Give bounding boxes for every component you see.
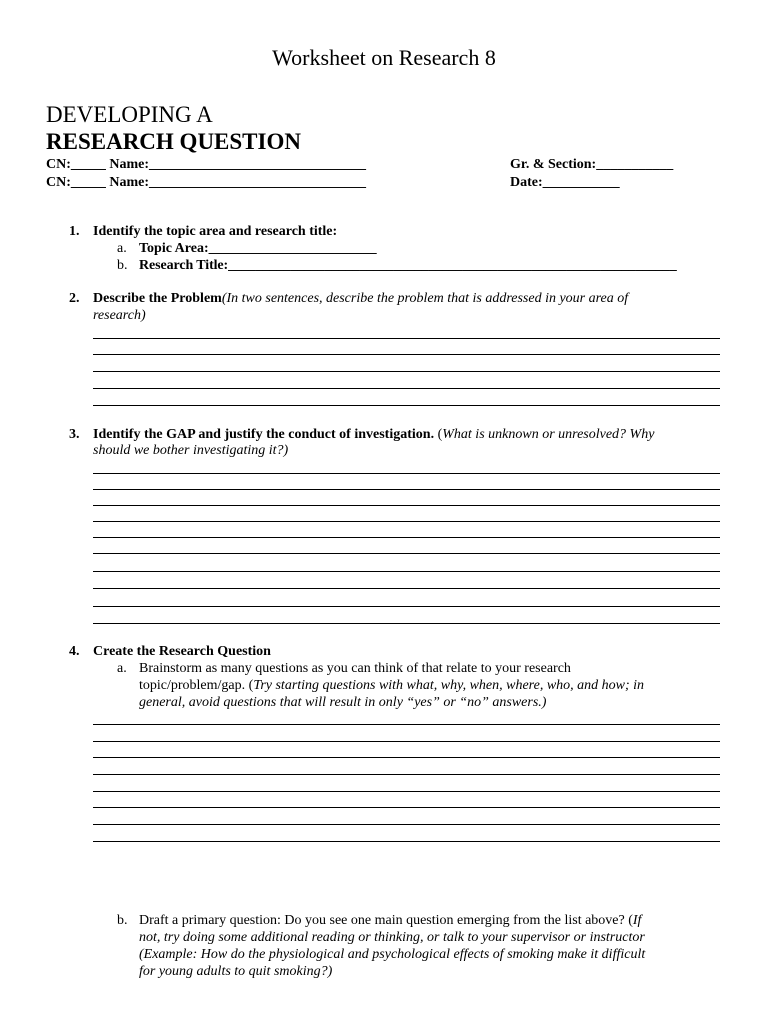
q4b-line1-plain: Draft a primary question: Do you see one main question emerging from the list above? (	[139, 913, 633, 928]
date-field[interactable]: Date:___________	[510, 175, 620, 190]
answer-line[interactable]	[93, 489, 720, 490]
q4a-line3: general, avoid questions that will result in only “yes” or “no” answers.)	[139, 695, 547, 710]
q4b-line1-italic: If	[632, 913, 642, 928]
heading-developing: DEVELOPING A	[46, 102, 213, 127]
q2-text-line2: research)	[93, 308, 146, 323]
answer-line[interactable]	[93, 338, 720, 339]
q2-number: 2.	[69, 291, 80, 306]
answer-line[interactable]	[93, 354, 720, 355]
q4-text: Create the Research Question	[93, 644, 271, 659]
answer-line[interactable]	[93, 606, 720, 607]
q2-italic-1: (In two sentences, describe the problem that is addressed in your area of	[221, 291, 629, 306]
q1-text: Identify the topic area and research title:	[93, 224, 338, 239]
answer-line[interactable]	[93, 571, 720, 572]
q4b-line2: not, try doing some additional reading or thinking, or talk to your supervisor or instructor	[139, 930, 645, 945]
answer-line[interactable]	[93, 553, 720, 554]
answer-line[interactable]	[93, 824, 720, 825]
answer-line[interactable]	[93, 473, 720, 474]
topic-area-field[interactable]: Topic Area:________________________	[139, 241, 377, 256]
q1-number: 1.	[69, 224, 80, 239]
q4a-line2	[139, 677, 644, 694]
q4b-line1	[139, 912, 641, 929]
answer-line[interactable]	[93, 724, 720, 725]
answer-line[interactable]	[93, 757, 720, 758]
q3-paren: (	[437, 427, 443, 442]
q3-text-line2: should we bother investigating it?)	[93, 443, 289, 458]
answer-line[interactable]	[93, 623, 720, 624]
q3-text-line1	[93, 426, 654, 443]
q4a-line2-plain: topic/problem/gap. (	[139, 678, 254, 693]
q4a-letter: a.	[117, 661, 127, 676]
q1a-letter: a.	[117, 241, 127, 256]
answer-line[interactable]	[93, 791, 720, 792]
q3-bold: Identify the GAP and justify the conduct of investigation.	[93, 427, 438, 442]
q3-number: 3.	[69, 427, 80, 442]
cn-name-field-1[interactable]: CN:_____ Name:_______________________________	[46, 157, 367, 172]
answer-line[interactable]	[93, 807, 720, 808]
q4-number: 4.	[69, 644, 80, 659]
answer-line[interactable]	[93, 405, 720, 406]
worksheet-title: Worksheet on Research 8	[272, 45, 496, 70]
answer-line[interactable]	[93, 588, 720, 589]
answer-line[interactable]	[93, 774, 720, 775]
q3-italic-1: What is unknown or unresolved? Why	[442, 427, 655, 442]
q4b-line3: (Example: How do the physiological and psychological effects of smoking make it difficult	[139, 947, 646, 962]
heading-research-question: RESEARCH QUESTION	[46, 129, 301, 154]
q4b-letter: b.	[117, 913, 128, 928]
cn-name-field-2[interactable]: CN:_____ Name:_______________________________	[46, 175, 367, 190]
q2-text-line1	[93, 290, 628, 307]
grade-section-field[interactable]: Gr. & Section:___________	[510, 157, 674, 172]
q1b-letter: b.	[117, 258, 128, 273]
q4a-line1: Brainstorm as many questions as you can think of that relate to your research	[139, 661, 571, 676]
q4b-line4: for young adults to quit smoking?)	[139, 964, 333, 979]
answer-line[interactable]	[93, 388, 720, 389]
answer-line[interactable]	[93, 371, 720, 372]
answer-line[interactable]	[93, 741, 720, 742]
answer-line[interactable]	[93, 841, 720, 842]
q4a-line2-italic: Try starting questions with what, why, when, where, who, and how; in	[253, 678, 645, 693]
q2-bold: Describe the Problem	[93, 291, 222, 306]
research-title-field[interactable]: Research Title:_________________________________________________________________	[139, 258, 677, 273]
answer-line[interactable]	[93, 521, 720, 522]
answer-line[interactable]	[93, 537, 720, 538]
answer-line[interactable]	[93, 505, 720, 506]
